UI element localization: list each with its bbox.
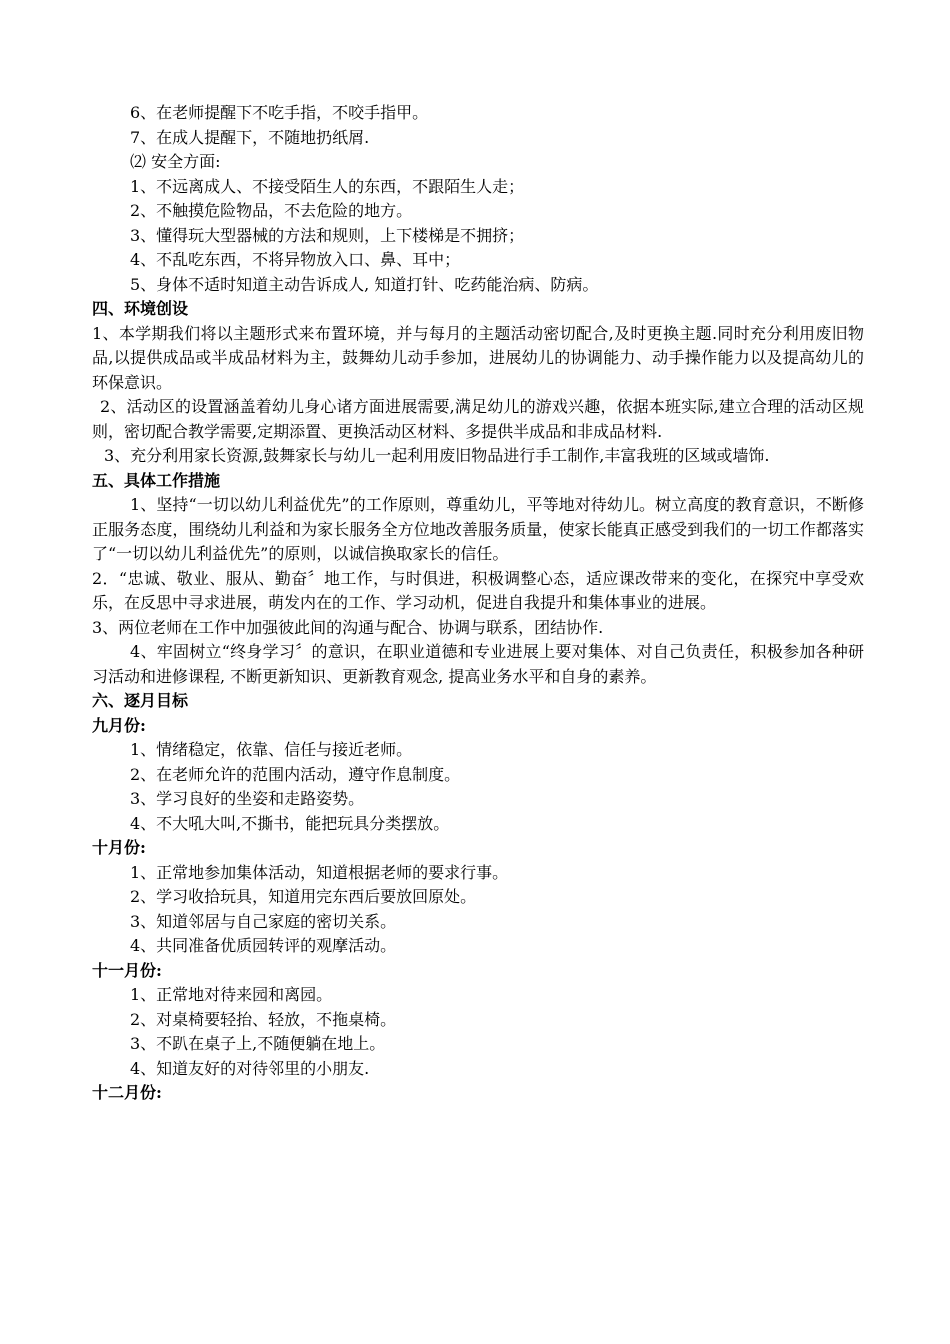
paragraph: 3、两位老师在工作中加强彼此间的沟通与配合、协调与联系，团结协作. (92, 617, 604, 637)
paragraph: 2、活动区的设置涵盖着幼儿身心诸方面进展需要,满足幼儿的游戏兴趣，依据本班实际,建立合理的活动区规则，密切配合教学需要,定期添置、更换活动区材料、多提供半成品和非成品材料. (92, 397, 864, 441)
document-page (92, 101, 864, 1106)
paragraph: 2．“忠诚、敬业、服从、勤奋〞地工作，与时俱进，积极调整心态，适应课改带来的变化，在探究中享受欢乐，在反思中寻求进展，萌发内在的工作、学习动机，促进自我提升和集体事业的进展。 (92, 568, 864, 612)
list-item: 2、对桌椅要轻抬、轻放，不拖桌椅。 (130, 1009, 397, 1029)
text-line: 4、不乱吃东西，不将异物放入口、鼻、耳中； (130, 250, 461, 269)
text-line: 5、身体不适时知道主动告诉成人, 知道打针、吃药能治病、防病。 (130, 274, 599, 294)
list-item: 2、学习收拾玩具，知道用完东西后要放回原处。 (130, 887, 477, 906)
month-heading-december: 十二月份: (92, 1083, 162, 1102)
paragraph: 1、坚持“一切以幼儿利益优先”的工作原则，尊重幼儿，平等地对待幼儿。树立高度的教育意识，不断修正服务态度，围绕幼儿利益和为家长服务全方位地改善服务质量，使家长能真正感受到我们的一切工作都落实了“一切以幼儿利益优先”的原则，以诚信换取家长的信任。 (92, 495, 864, 563)
subsection-heading: ⑵ 安全方面: (130, 152, 221, 171)
section-heading-measures: 五、具体工作措施 (92, 470, 221, 490)
paragraph: 3、充分利用家长资源,鼓舞家长与幼儿一起利用废旧物品进行手工制作,丰富我班的区域或墙饰. (104, 446, 770, 465)
list-item: 4、共同准备优质园转评的观摩活动。 (130, 936, 397, 955)
list-item: 3、知道邻居与自己家庭的密切关系。 (130, 911, 397, 931)
text-line: 2、不触摸危险物品，不去危险的地方。 (130, 201, 413, 220)
text-line: 7、在成人提醒下，不随地扔纸屑. (130, 127, 370, 147)
section-heading-monthly-goals: 六、逐月目标 (92, 691, 189, 710)
list-item: 4、不大吼大叫,不撕书，能把玩具分类摆放。 (130, 813, 450, 833)
paragraph: 1、本学期我们将以主题形式来布置环境，并与每月的主题活动密切配合,及时更换主题.同时充分利用废旧物品,以提供成品或半成品材料为主，鼓舞幼儿动手参加，进展幼儿的协调能力、动手操作能力以及提高幼儿的环保意识。 (92, 323, 864, 392)
list-item: 1、情绪稳定，依靠、信任与接近老师。 (130, 740, 413, 759)
month-heading-october: 十月份: (92, 838, 146, 857)
list-item: 3、不趴在桌子上,不随便躺在地上。 (130, 1034, 386, 1053)
section-heading-environment: 四、环境创设 (92, 299, 189, 318)
list-item: 1、正常地参加集体活动，知道根据老师的要求行事。 (130, 862, 509, 882)
month-heading-november: 十一月份: (92, 960, 162, 980)
list-item: 3、学习良好的坐姿和走路姿势。 (130, 789, 365, 808)
paragraph: 4、牢固树立“终身学习〞的意识，在职业道德和专业进展上要对集体、对自己负责任，积极参加各种研习活动和进修课程, 不断更新知识、更新教育观念, 提高业务水平和自身的素养。 (92, 642, 864, 686)
month-heading-september: 九月份: (92, 715, 146, 735)
list-item: 4、知道友好的对待邻里的小朋友. (130, 1058, 370, 1078)
text-line: 3、懂得玩大型器械的方法和规则，上下楼梯是不拥挤； (130, 225, 525, 245)
text-line: 6、在老师提醒下不吃手指，不咬手指甲。 (130, 103, 429, 122)
list-item: 1、正常地对待来园和离园。 (130, 985, 333, 1004)
list-item: 2、在老师允许的范围内活动，遵守作息制度。 (130, 764, 461, 784)
text-line: 1、不远离成人、不接受陌生人的东西，不跟陌生人走； (130, 176, 525, 196)
